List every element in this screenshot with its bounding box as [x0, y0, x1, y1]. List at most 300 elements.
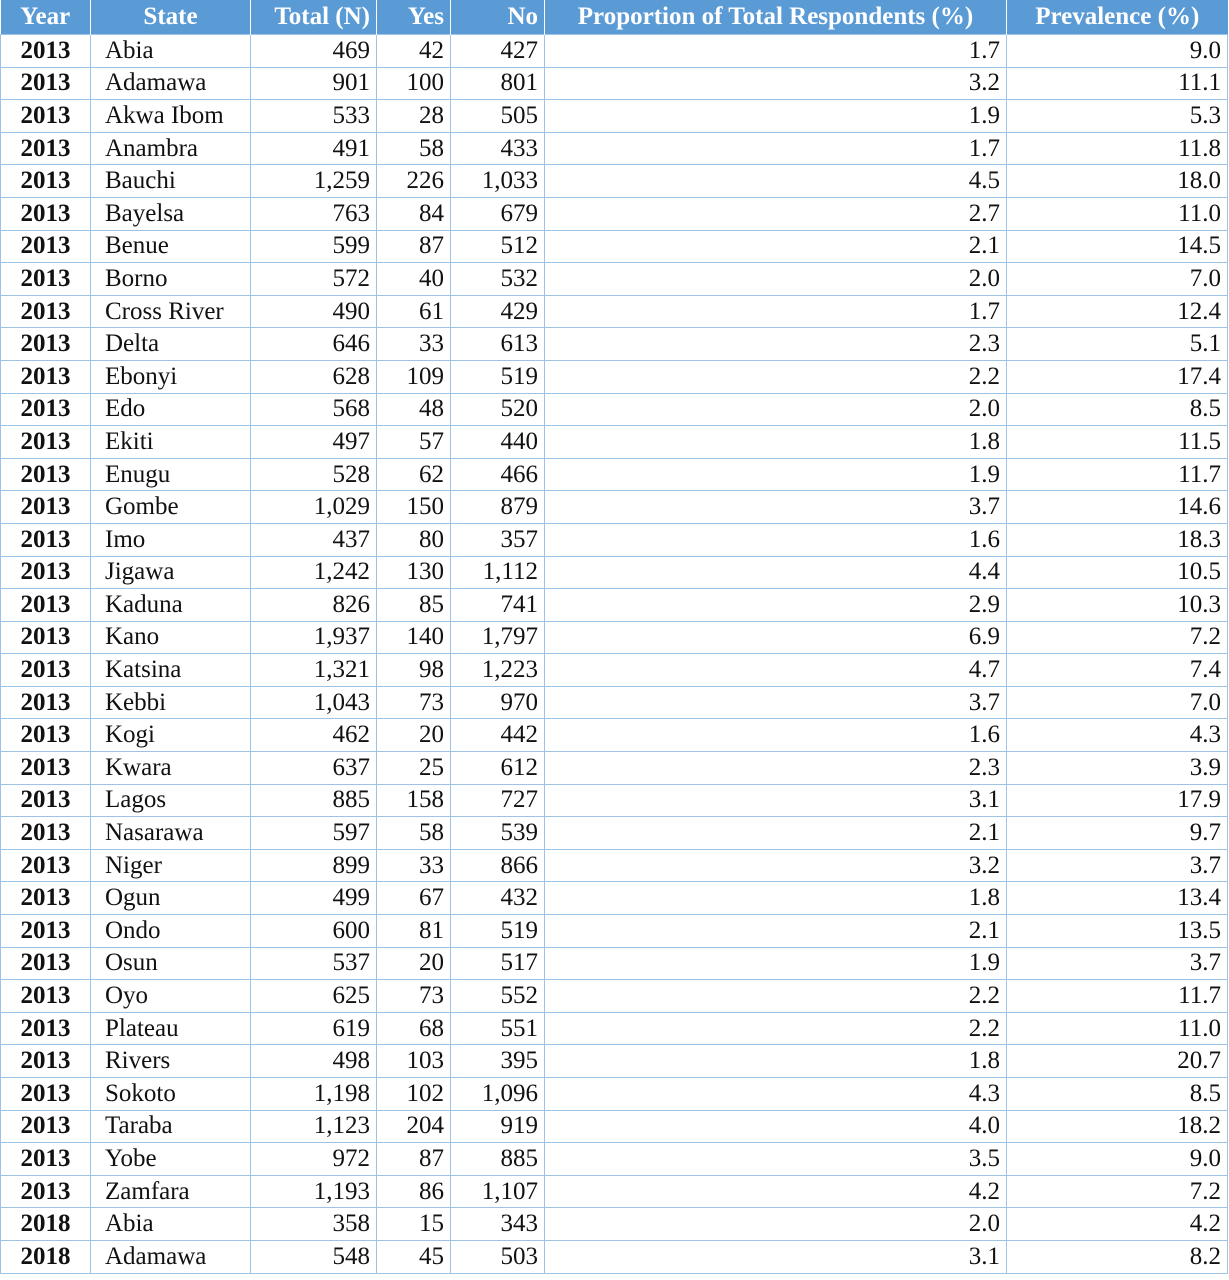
- cell-year: 2013: [1, 784, 91, 817]
- cell-no: 532: [451, 263, 545, 296]
- cell-prevalence: 9.0: [1007, 35, 1228, 68]
- cell-prevalence: 10.3: [1007, 589, 1228, 622]
- cell-year: 2013: [1, 197, 91, 230]
- table-row: [1, 263, 1228, 296]
- cell-yes: 48: [377, 393, 451, 426]
- table-row: [1, 458, 1228, 491]
- cell-year: 2013: [1, 263, 91, 296]
- cell-state: Ekiti: [91, 426, 251, 459]
- cell-proportion: 3.2: [545, 67, 1007, 100]
- cell-state: Ogun: [91, 882, 251, 915]
- cell-yes: 57: [377, 426, 451, 459]
- cell-state: Lagos: [91, 784, 251, 817]
- cell-no: 505: [451, 100, 545, 133]
- cell-no: 440: [451, 426, 545, 459]
- cell-yes: 20: [377, 947, 451, 980]
- cell-year: 2013: [1, 523, 91, 556]
- cell-state: Ondo: [91, 915, 251, 948]
- cell-yes: 40: [377, 263, 451, 296]
- cell-proportion: 2.2: [545, 360, 1007, 393]
- cell-year: 2013: [1, 1012, 91, 1045]
- cell-prevalence: 10.5: [1007, 556, 1228, 589]
- cell-total: 885: [251, 784, 377, 817]
- cell-yes: 226: [377, 165, 451, 198]
- cell-prevalence: 8.5: [1007, 1078, 1228, 1111]
- column-header-state: State: [91, 0, 251, 35]
- cell-year: 2013: [1, 426, 91, 459]
- table-row: [1, 295, 1228, 328]
- cell-no: 1,223: [451, 654, 545, 687]
- cell-total: 599: [251, 230, 377, 263]
- cell-year: 2018: [1, 1208, 91, 1241]
- table-row: [1, 197, 1228, 230]
- cell-proportion: 2.2: [545, 980, 1007, 1013]
- cell-proportion: 1.7: [545, 132, 1007, 165]
- table-row: [1, 817, 1228, 850]
- cell-year: 2018: [1, 1240, 91, 1273]
- cell-prevalence: 18.3: [1007, 523, 1228, 556]
- cell-state: Adamawa: [91, 1240, 251, 1273]
- cell-prevalence: 12.4: [1007, 295, 1228, 328]
- cell-prevalence: 17.9: [1007, 784, 1228, 817]
- cell-prevalence: 3.7: [1007, 849, 1228, 882]
- cell-total: 1,198: [251, 1078, 377, 1111]
- cell-total: 1,123: [251, 1110, 377, 1143]
- cell-prevalence: 11.0: [1007, 1012, 1228, 1045]
- cell-year: 2013: [1, 1078, 91, 1111]
- cell-state: Akwa Ibom: [91, 100, 251, 133]
- cell-year: 2013: [1, 1110, 91, 1143]
- cell-state: Kaduna: [91, 589, 251, 622]
- cell-no: 551: [451, 1012, 545, 1045]
- cell-no: 343: [451, 1208, 545, 1241]
- cell-year: 2013: [1, 589, 91, 622]
- cell-state: Osun: [91, 947, 251, 980]
- table-row: [1, 915, 1228, 948]
- cell-prevalence: 7.0: [1007, 263, 1228, 296]
- cell-year: 2013: [1, 752, 91, 785]
- cell-prevalence: 8.5: [1007, 393, 1228, 426]
- cell-year: 2013: [1, 1143, 91, 1176]
- cell-proportion: 4.0: [545, 1110, 1007, 1143]
- cell-prevalence: 4.2: [1007, 1208, 1228, 1241]
- cell-yes: 28: [377, 100, 451, 133]
- cell-state: Yobe: [91, 1143, 251, 1176]
- cell-state: Niger: [91, 849, 251, 882]
- column-header-year: Year: [1, 0, 91, 35]
- cell-prevalence: 14.6: [1007, 491, 1228, 524]
- cell-total: 1,937: [251, 621, 377, 654]
- cell-proportion: 4.2: [545, 1175, 1007, 1208]
- cell-proportion: 1.6: [545, 719, 1007, 752]
- table-row: [1, 1012, 1228, 1045]
- cell-proportion: 2.0: [545, 1208, 1007, 1241]
- cell-prevalence: 11.0: [1007, 197, 1228, 230]
- column-header-no: No: [451, 0, 545, 35]
- cell-total: 528: [251, 458, 377, 491]
- cell-year: 2013: [1, 35, 91, 68]
- cell-no: 1,107: [451, 1175, 545, 1208]
- cell-year: 2013: [1, 621, 91, 654]
- cell-proportion: 2.3: [545, 752, 1007, 785]
- cell-proportion: 2.2: [545, 1012, 1007, 1045]
- cell-yes: 150: [377, 491, 451, 524]
- table-row: [1, 589, 1228, 622]
- cell-yes: 81: [377, 915, 451, 948]
- cell-proportion: 1.9: [545, 458, 1007, 491]
- cell-yes: 61: [377, 295, 451, 328]
- cell-total: 469: [251, 35, 377, 68]
- table-row: [1, 621, 1228, 654]
- table-row: [1, 1045, 1228, 1078]
- column-header-proportion: Proportion of Total Respondents (%): [545, 0, 1007, 35]
- cell-prevalence: 3.7: [1007, 947, 1228, 980]
- cell-no: 801: [451, 67, 545, 100]
- cell-yes: 25: [377, 752, 451, 785]
- cell-total: 597: [251, 817, 377, 850]
- cell-proportion: 1.8: [545, 882, 1007, 915]
- cell-total: 1,321: [251, 654, 377, 687]
- cell-no: 679: [451, 197, 545, 230]
- cell-year: 2013: [1, 654, 91, 687]
- cell-state: Kebbi: [91, 686, 251, 719]
- column-header-total: Total (N): [251, 0, 377, 35]
- cell-prevalence: 4.3: [1007, 719, 1228, 752]
- table-row: [1, 947, 1228, 980]
- cell-proportion: 4.7: [545, 654, 1007, 687]
- cell-no: 1,797: [451, 621, 545, 654]
- cell-total: 826: [251, 589, 377, 622]
- cell-no: 427: [451, 35, 545, 68]
- cell-prevalence: 11.1: [1007, 67, 1228, 100]
- cell-total: 548: [251, 1240, 377, 1273]
- cell-prevalence: 7.4: [1007, 654, 1228, 687]
- cell-yes: 58: [377, 132, 451, 165]
- cell-total: 628: [251, 360, 377, 393]
- cell-total: 1,043: [251, 686, 377, 719]
- cell-state: Sokoto: [91, 1078, 251, 1111]
- cell-prevalence: 11.5: [1007, 426, 1228, 459]
- cell-yes: 33: [377, 849, 451, 882]
- cell-year: 2013: [1, 360, 91, 393]
- cell-yes: 62: [377, 458, 451, 491]
- cell-prevalence: 9.7: [1007, 817, 1228, 850]
- cell-no: 1,096: [451, 1078, 545, 1111]
- table-row: [1, 1208, 1228, 1241]
- cell-prevalence: 18.0: [1007, 165, 1228, 198]
- cell-state: Ebonyi: [91, 360, 251, 393]
- cell-yes: 87: [377, 230, 451, 263]
- cell-no: 520: [451, 393, 545, 426]
- cell-state: Abia: [91, 35, 251, 68]
- cell-proportion: 3.1: [545, 1240, 1007, 1273]
- cell-year: 2013: [1, 915, 91, 948]
- cell-total: 901: [251, 67, 377, 100]
- table-row: [1, 849, 1228, 882]
- cell-no: 503: [451, 1240, 545, 1273]
- table-row: [1, 1110, 1228, 1143]
- table-row: [1, 1143, 1228, 1176]
- cell-yes: 140: [377, 621, 451, 654]
- cell-year: 2013: [1, 132, 91, 165]
- table-header: [1, 0, 1228, 35]
- cell-no: 357: [451, 523, 545, 556]
- cell-no: 1,033: [451, 165, 545, 198]
- cell-proportion: 1.8: [545, 426, 1007, 459]
- cell-prevalence: 5.3: [1007, 100, 1228, 133]
- cell-state: Nasarawa: [91, 817, 251, 850]
- table-row: [1, 328, 1228, 361]
- cell-yes: 80: [377, 523, 451, 556]
- cell-state: Taraba: [91, 1110, 251, 1143]
- cell-state: Benue: [91, 230, 251, 263]
- table-row: [1, 360, 1228, 393]
- cell-total: 491: [251, 132, 377, 165]
- cell-year: 2013: [1, 1045, 91, 1078]
- column-header-yes: Yes: [377, 0, 451, 35]
- cell-state: Plateau: [91, 1012, 251, 1045]
- cell-year: 2013: [1, 230, 91, 263]
- cell-total: 358: [251, 1208, 377, 1241]
- cell-total: 499: [251, 882, 377, 915]
- table-row: [1, 67, 1228, 100]
- cell-no: 885: [451, 1143, 545, 1176]
- cell-no: 741: [451, 589, 545, 622]
- cell-state: Adamawa: [91, 67, 251, 100]
- cell-no: 512: [451, 230, 545, 263]
- table-row: [1, 882, 1228, 915]
- table-row: [1, 393, 1228, 426]
- cell-prevalence: 9.0: [1007, 1143, 1228, 1176]
- cell-yes: 42: [377, 35, 451, 68]
- cell-proportion: 4.4: [545, 556, 1007, 589]
- cell-proportion: 4.3: [545, 1078, 1007, 1111]
- cell-total: 437: [251, 523, 377, 556]
- cell-no: 395: [451, 1045, 545, 1078]
- cell-proportion: 1.7: [545, 295, 1007, 328]
- cell-no: 727: [451, 784, 545, 817]
- table-row: [1, 719, 1228, 752]
- cell-yes: 100: [377, 67, 451, 100]
- cell-state: Kogi: [91, 719, 251, 752]
- cell-no: 517: [451, 947, 545, 980]
- cell-state: Anambra: [91, 132, 251, 165]
- table-row: [1, 230, 1228, 263]
- cell-no: 432: [451, 882, 545, 915]
- cell-proportion: 2.0: [545, 263, 1007, 296]
- table-row: [1, 35, 1228, 68]
- table-row: [1, 100, 1228, 133]
- cell-yes: 158: [377, 784, 451, 817]
- table-row: [1, 686, 1228, 719]
- cell-yes: 15: [377, 1208, 451, 1241]
- cell-total: 572: [251, 263, 377, 296]
- cell-state: Imo: [91, 523, 251, 556]
- cell-prevalence: 17.4: [1007, 360, 1228, 393]
- cell-no: 466: [451, 458, 545, 491]
- cell-proportion: 3.7: [545, 686, 1007, 719]
- cell-total: 600: [251, 915, 377, 948]
- cell-prevalence: 7.0: [1007, 686, 1228, 719]
- cell-state: Bayelsa: [91, 197, 251, 230]
- cell-state: Kwara: [91, 752, 251, 785]
- table-row: [1, 491, 1228, 524]
- cell-year: 2013: [1, 328, 91, 361]
- cell-year: 2013: [1, 849, 91, 882]
- cell-proportion: 1.9: [545, 100, 1007, 133]
- header-row: [1, 0, 1228, 35]
- cell-total: 568: [251, 393, 377, 426]
- table-row: [1, 752, 1228, 785]
- cell-yes: 204: [377, 1110, 451, 1143]
- cell-year: 2013: [1, 67, 91, 100]
- cell-yes: 85: [377, 589, 451, 622]
- cell-year: 2013: [1, 295, 91, 328]
- cell-no: 519: [451, 360, 545, 393]
- cell-state: Gombe: [91, 491, 251, 524]
- cell-total: 1,193: [251, 1175, 377, 1208]
- cell-year: 2013: [1, 1175, 91, 1208]
- cell-prevalence: 11.7: [1007, 980, 1228, 1013]
- cell-year: 2013: [1, 719, 91, 752]
- table-row: [1, 784, 1228, 817]
- cell-total: 646: [251, 328, 377, 361]
- cell-proportion: 3.5: [545, 1143, 1007, 1176]
- cell-yes: 130: [377, 556, 451, 589]
- cell-prevalence: 3.9: [1007, 752, 1228, 785]
- cell-yes: 109: [377, 360, 451, 393]
- cell-yes: 87: [377, 1143, 451, 1176]
- cell-proportion: 1.6: [545, 523, 1007, 556]
- cell-no: 433: [451, 132, 545, 165]
- cell-prevalence: 11.7: [1007, 458, 1228, 491]
- cell-year: 2013: [1, 947, 91, 980]
- cell-year: 2013: [1, 817, 91, 850]
- cell-proportion: 6.9: [545, 621, 1007, 654]
- cell-prevalence: 7.2: [1007, 621, 1228, 654]
- cell-yes: 20: [377, 719, 451, 752]
- cell-total: 972: [251, 1143, 377, 1176]
- cell-proportion: 2.7: [545, 197, 1007, 230]
- table-row: [1, 523, 1228, 556]
- cell-year: 2013: [1, 165, 91, 198]
- cell-state: Abia: [91, 1208, 251, 1241]
- cell-no: 970: [451, 686, 545, 719]
- cell-total: 498: [251, 1045, 377, 1078]
- cell-no: 539: [451, 817, 545, 850]
- cell-prevalence: 11.8: [1007, 132, 1228, 165]
- cell-no: 519: [451, 915, 545, 948]
- cell-state: Zamfara: [91, 1175, 251, 1208]
- cell-year: 2013: [1, 882, 91, 915]
- table-body: [1, 35, 1228, 1274]
- cell-proportion: 1.9: [545, 947, 1007, 980]
- cell-state: Katsina: [91, 654, 251, 687]
- cell-prevalence: 5.1: [1007, 328, 1228, 361]
- cell-year: 2013: [1, 100, 91, 133]
- cell-prevalence: 13.5: [1007, 915, 1228, 948]
- cell-no: 879: [451, 491, 545, 524]
- cell-yes: 67: [377, 882, 451, 915]
- cell-state: Jigawa: [91, 556, 251, 589]
- cell-state: Edo: [91, 393, 251, 426]
- cell-yes: 73: [377, 980, 451, 1013]
- cell-prevalence: 13.4: [1007, 882, 1228, 915]
- cell-prevalence: 8.2: [1007, 1240, 1228, 1273]
- cell-year: 2013: [1, 556, 91, 589]
- cell-yes: 84: [377, 197, 451, 230]
- cell-proportion: 4.5: [545, 165, 1007, 198]
- table-row: [1, 556, 1228, 589]
- cell-prevalence: 20.7: [1007, 1045, 1228, 1078]
- cell-year: 2013: [1, 980, 91, 1013]
- cell-state: Borno: [91, 263, 251, 296]
- cell-proportion: 2.9: [545, 589, 1007, 622]
- cell-total: 625: [251, 980, 377, 1013]
- table-row: [1, 165, 1228, 198]
- cell-year: 2013: [1, 686, 91, 719]
- cell-proportion: 2.1: [545, 817, 1007, 850]
- cell-total: 537: [251, 947, 377, 980]
- cell-total: 763: [251, 197, 377, 230]
- cell-yes: 58: [377, 817, 451, 850]
- cell-total: 497: [251, 426, 377, 459]
- cell-total: 619: [251, 1012, 377, 1045]
- cell-total: 490: [251, 295, 377, 328]
- cell-state: Bauchi: [91, 165, 251, 198]
- cell-no: 429: [451, 295, 545, 328]
- cell-yes: 98: [377, 654, 451, 687]
- cell-no: 612: [451, 752, 545, 785]
- cell-no: 442: [451, 719, 545, 752]
- cell-yes: 45: [377, 1240, 451, 1273]
- cell-prevalence: 18.2: [1007, 1110, 1228, 1143]
- table-row: [1, 426, 1228, 459]
- table-row: [1, 1175, 1228, 1208]
- cell-proportion: 1.7: [545, 35, 1007, 68]
- cell-proportion: 1.8: [545, 1045, 1007, 1078]
- column-header-prevalence: Prevalence (%): [1007, 0, 1228, 35]
- table-row: [1, 1240, 1228, 1273]
- cell-proportion: 2.1: [545, 915, 1007, 948]
- cell-proportion: 2.0: [545, 393, 1007, 426]
- cell-state: Cross River: [91, 295, 251, 328]
- cell-total: 1,259: [251, 165, 377, 198]
- cell-prevalence: 14.5: [1007, 230, 1228, 263]
- table-row: [1, 980, 1228, 1013]
- cell-proportion: 2.1: [545, 230, 1007, 263]
- cell-proportion: 3.7: [545, 491, 1007, 524]
- cell-state: Delta: [91, 328, 251, 361]
- cell-yes: 73: [377, 686, 451, 719]
- cell-yes: 68: [377, 1012, 451, 1045]
- cell-prevalence: 7.2: [1007, 1175, 1228, 1208]
- table-row: [1, 654, 1228, 687]
- cell-no: 552: [451, 980, 545, 1013]
- cell-yes: 102: [377, 1078, 451, 1111]
- cell-proportion: 3.1: [545, 784, 1007, 817]
- table-row: [1, 132, 1228, 165]
- cell-no: 1,112: [451, 556, 545, 589]
- cell-state: Oyo: [91, 980, 251, 1013]
- table-row: [1, 1078, 1228, 1111]
- cell-total: 637: [251, 752, 377, 785]
- cell-total: 1,242: [251, 556, 377, 589]
- cell-no: 613: [451, 328, 545, 361]
- cell-year: 2013: [1, 458, 91, 491]
- cell-total: 1,029: [251, 491, 377, 524]
- cell-state: Rivers: [91, 1045, 251, 1078]
